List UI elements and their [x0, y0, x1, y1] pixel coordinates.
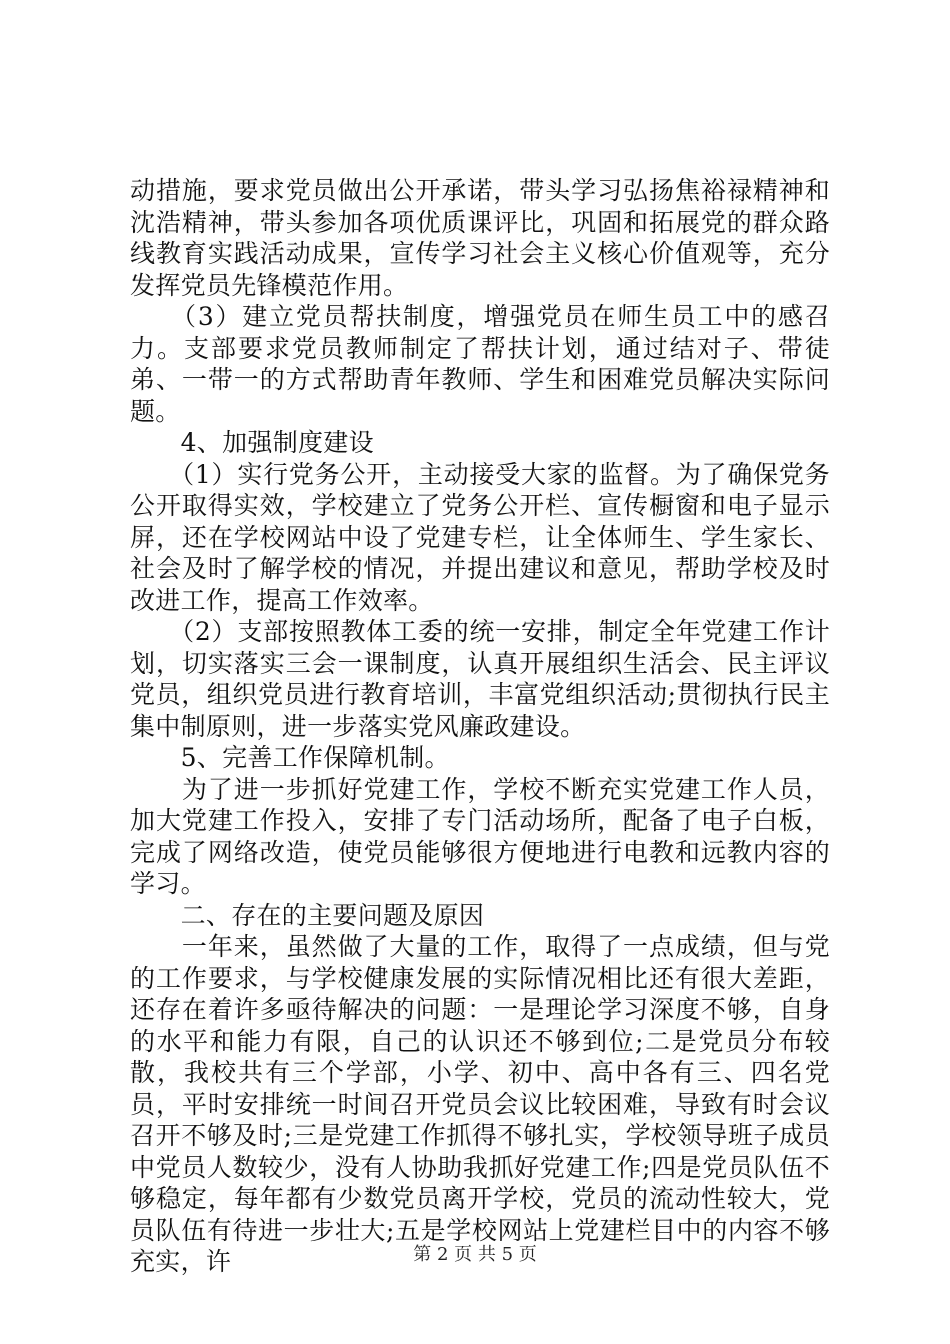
- heading-main-problems: 二、存在的主要问题及原因: [130, 900, 485, 930]
- paragraph-work-guarantee: 为了进一步抓好党建工作，学校不断充实党建工作人员，加大党建工作投入，安排了专门活动场所，配备了电子白板，完成了网络改造，使党员能够很方便地进行电教和远教内容的学习。: [130, 774, 830, 898]
- paragraph-party-affairs-openness: （1）实行党务公开，主动接受大家的监督。为了确保党务公开取得实效，学校建立了党务公开栏、宣传橱窗和电子显示屏，还在学校网站中设了党建专栏，让全体师生、学生家长、社会及时了解学校的情况，并提出建议和意见，帮助学校及时改进工作，提高工作效率。: [130, 459, 830, 615]
- paragraph-continuation: 动措施，要求党员做出公开承诺，带头学习弘扬焦裕禄精神和沈浩精神，带头参加各项优质课评比，巩固和拓展党的群众路线教育实践活动成果，宣传学习社会主义核心价值观等，充分发挥党员先锋模范作用。: [130, 176, 830, 300]
- page-footer: 第 2 页 共 5 页: [413, 1244, 537, 1265]
- paragraph-annual-plan: （2）支部按照教体工委的统一安排，制定全年党建工作计划，切实落实三会一课制度，认真开展组织生活会、民主评议党员，组织党员进行教育培训，丰富党组织活动;贯彻执行民主集中制原则，进一步落实党风廉政建设。: [130, 617, 830, 741]
- paragraph-mentoring-system: （3）建立党员帮扶制度，增强党员在师生员工中的感召力。支部要求党员教师制定了帮扶计划，通过结对子、带徒弟、一带一的方式帮助青年教师、学生和困难党员解决实际问题。: [130, 302, 830, 426]
- paragraph-main-problems: 一年来，虽然做了大量的工作，取得了一点成绩，但与党的工作要求，与学校健康发展的实际情况相比还有很大差距，还存在着许多亟待解决的问题：一是理论学习深度不够，自身的水平和能力有限，自己的认识还不够到位;二是党员分布较散，我校共有三个学部，小学、初中、高中各有三、四名党员，平时安排统一时间召开党员会议比较困难，导致有时会议召开不够及时;三是党建工作抓得不够扎实，学校领导班子成员中党员人数较少，没有人协助我抓好党建工作;四是党员队伍不够稳定，每年都有少数党员离开学校，党员的流动性较大，党员队伍有待进一步壮大;五是学校网站上党建栏目中的内容不够充实，许: [130, 932, 830, 1276]
- heading-work-guarantee: 5、完善工作保障机制。: [130, 743, 450, 772]
- heading-system-building: 4、加强制度建设: [130, 428, 374, 457]
- document-body: [130, 175, 830, 1278]
